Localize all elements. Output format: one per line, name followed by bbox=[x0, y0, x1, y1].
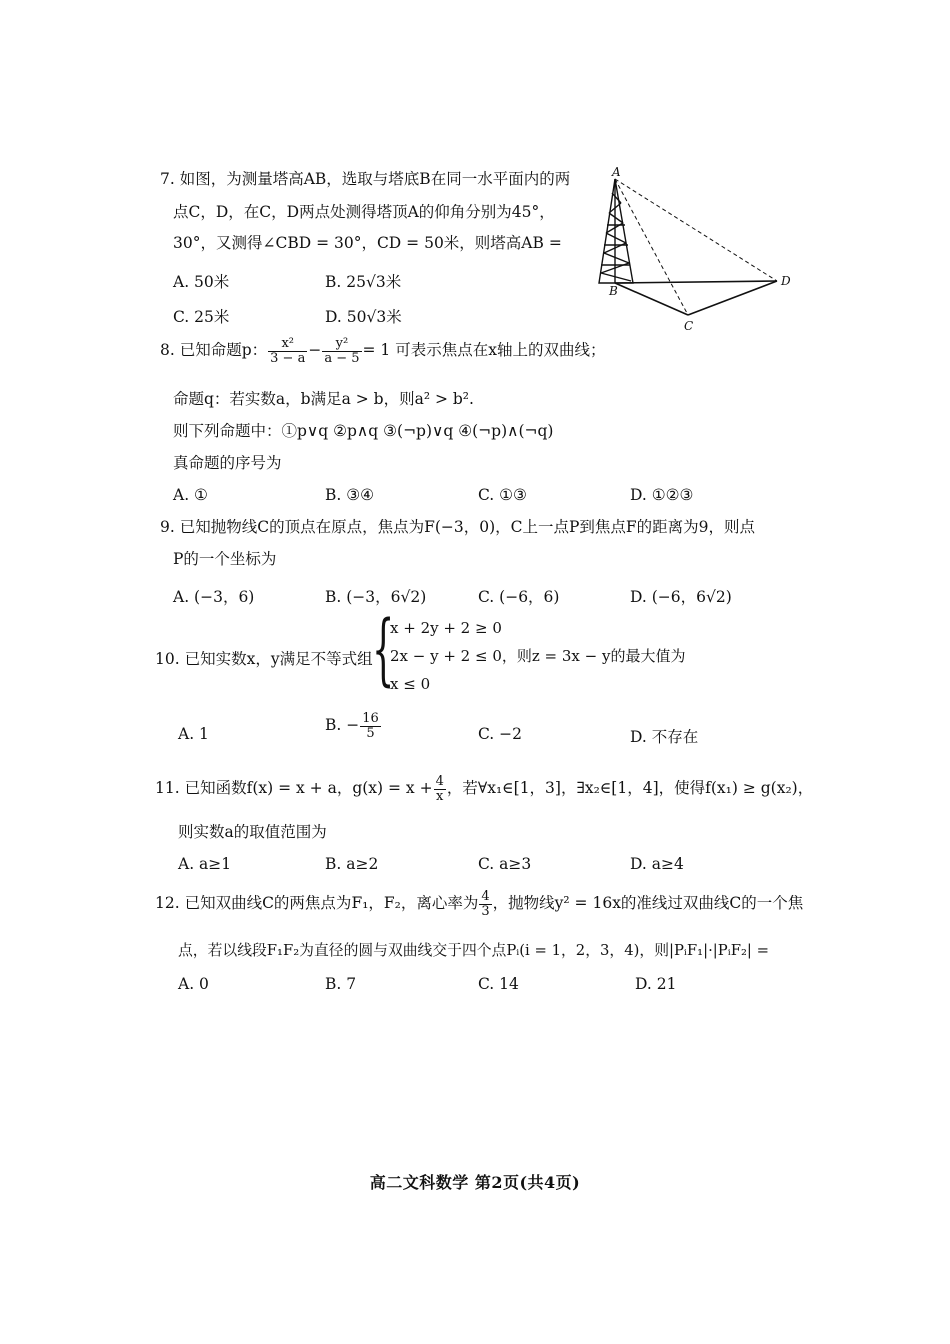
figure-label-a: A bbox=[612, 165, 621, 179]
q8-line-3: 则下列命题中：①p∨q ②p∧q ③(¬p)∨q ④(¬p)∧(¬q) bbox=[173, 422, 554, 440]
q12-fraction bbox=[479, 890, 491, 918]
q10-option-c: C. −2 bbox=[478, 725, 523, 743]
q9-line-2: P的一个坐标为 bbox=[173, 550, 277, 568]
q8-line-1 bbox=[160, 337, 605, 365]
q8-fraction-2 bbox=[322, 337, 361, 365]
q12-option-c: C. 14 bbox=[478, 975, 519, 993]
q8-frac1-num: x² bbox=[268, 337, 307, 352]
q8-line-2: 命题q：若实数a，b满足a > b，则a² > b². bbox=[173, 390, 474, 408]
q8-frac2-num: y² bbox=[322, 337, 361, 352]
q11-line-1 bbox=[155, 775, 813, 803]
q11-frac-num: 4 bbox=[435, 774, 444, 789]
q12-option-a: A. 0 bbox=[178, 975, 209, 993]
q11-option-a: A. a≥1 bbox=[178, 855, 232, 873]
q8-minus: − bbox=[308, 341, 322, 360]
q10-option-b-den: 5 bbox=[366, 725, 375, 741]
tower-figure bbox=[585, 165, 800, 335]
q10-brace: { bbox=[372, 605, 395, 695]
q8-option-c: C. ①③ bbox=[478, 486, 527, 504]
q10-option-b-prefix: B. − bbox=[325, 716, 360, 735]
q8-frac1-den: 3 − a bbox=[270, 350, 306, 366]
q7-line-1: 7. 如图，为测量塔高AB，选取与塔底B在同一水平面内的两 bbox=[160, 170, 571, 188]
q10-inequality-3: x ≤ 0 bbox=[390, 675, 431, 693]
q8-option-d: D. ①②③ bbox=[630, 486, 694, 504]
q12-line-1 bbox=[155, 890, 803, 918]
q12-suffix: ，抛物线y² = 16x的准线过双曲线C的一个焦 bbox=[492, 894, 804, 913]
q10-option-b-fraction bbox=[360, 712, 381, 740]
q12-frac-num: 4 bbox=[481, 889, 490, 904]
q12-option-d: D. 21 bbox=[635, 975, 677, 993]
q8-prefix: 8. 已知命题p： bbox=[160, 341, 268, 360]
q8-fraction-1 bbox=[268, 337, 307, 365]
q10-option-b bbox=[325, 712, 382, 740]
figure-label-d: D bbox=[781, 274, 791, 288]
q7-option-c: C. 25米 bbox=[173, 308, 230, 326]
q8-suffix: = 1 可表示焦点在x轴上的双曲线； bbox=[362, 341, 606, 360]
q11-fraction bbox=[434, 775, 446, 803]
q8-option-b: B. ③④ bbox=[325, 486, 375, 504]
q11-frac-den: x bbox=[436, 788, 444, 804]
q7-option-b: B. 25√3米 bbox=[325, 273, 402, 291]
q10-option-d: D. 不存在 bbox=[630, 728, 699, 746]
figure-label-c: C bbox=[684, 319, 694, 333]
q10-inequality-1: x + 2y + 2 ≥ 0 bbox=[390, 619, 502, 637]
q11-option-b: B. a≥2 bbox=[325, 855, 379, 873]
q8-line-4: 真命题的序号为 bbox=[173, 454, 282, 472]
q11-prefix: 11. 已知函数f(x) = x + a，g(x) = x + bbox=[155, 779, 433, 798]
q9-option-c: C. (−6，6) bbox=[478, 588, 560, 606]
q11-option-d: D. a≥4 bbox=[630, 855, 684, 873]
q7-option-a: A. 50米 bbox=[173, 273, 230, 291]
q9-option-d: D. (−6，6√2) bbox=[630, 588, 732, 606]
q7-line-3: 30°，又测得∠CBD = 30°，CD = 50米，则塔高AB = bbox=[173, 234, 562, 252]
q10-option-b-num: 16 bbox=[362, 711, 379, 726]
q12-prefix: 12. 已知双曲线C的两焦点为F₁，F₂，离心率为 bbox=[155, 894, 479, 913]
q8-option-a: A. ① bbox=[173, 486, 208, 504]
q9-option-a: A. (−3，6) bbox=[173, 588, 255, 606]
q12-option-b: B. 7 bbox=[325, 975, 357, 993]
q12-frac-den: 3 bbox=[481, 903, 490, 919]
q9-option-b: B. (−3，6√2) bbox=[325, 588, 427, 606]
q10-prefix: 10. 已知实数x，y满足不等式组 bbox=[155, 650, 373, 668]
q11-option-c: C. a≥3 bbox=[478, 855, 532, 873]
q9-line-1: 9. 已知抛物线C的顶点在原点，焦点为F(−3，0)，C上一点P到焦点F的距离为9，则点 bbox=[160, 518, 756, 536]
q10-system bbox=[390, 614, 685, 698]
q12-line-2: 点，若以线段F₁F₂为直径的圆与双曲线交于四个点Pᵢ(i = 1，2，3，4)，则|PᵢF₁|·|PᵢF₂| = bbox=[178, 942, 770, 959]
q8-frac2-den: a − 5 bbox=[324, 350, 360, 366]
page-footer: 高二文科数学 第2页(共4页) bbox=[369, 1173, 581, 1192]
q10-inequality-2: 2x − y + 2 ≤ 0，则z = 3x − y的最大值为 bbox=[390, 647, 686, 665]
q11-suffix: ，若∀x₁∈[1，3]，∃x₂∈[1，4]，使得f(x₁) ≥ g(x₂)， bbox=[446, 779, 814, 798]
q10-option-a: A. 1 bbox=[178, 725, 209, 743]
q11-line-2: 则实数a的取值范围为 bbox=[178, 823, 327, 841]
q7-option-d: D. 50√3米 bbox=[325, 308, 402, 326]
q7-line-2: 点C，D，在C，D两点处测得塔顶A的仰角分别为45°， bbox=[173, 203, 555, 221]
figure-label-b: B bbox=[609, 284, 618, 298]
